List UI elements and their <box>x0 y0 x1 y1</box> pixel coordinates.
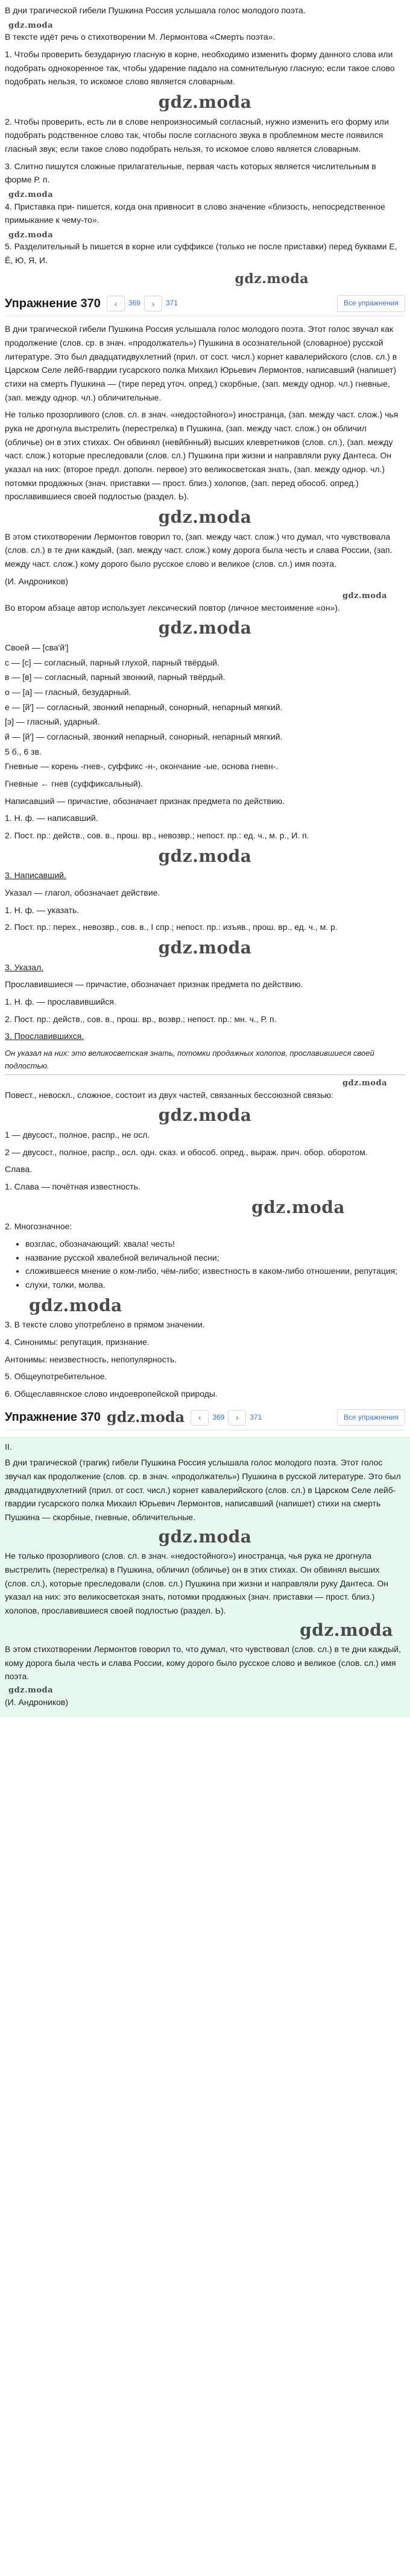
watermark: gdz.moda <box>300 1620 393 1640</box>
phonetic-row: в — [в] — согласный, парный звонкий, парный твёрдый. <box>5 672 226 682</box>
watermark: gdz.moda <box>158 938 252 958</box>
morph-word-3: Прославившиеся — причастие, обозначает признак предмета по действию. <box>5 979 303 990</box>
morph-item: 1. Н. ф. — указать. <box>5 905 80 915</box>
lexical-word: Слава. <box>5 1164 33 1174</box>
text-paragraph-1: В дни трагической гибели Пушкина Россия услышала голос молодого поэта. Этот голос звучал как продолжение (слов. ср. в знач. «продолжатель») Пушкина в оcoзнательной (словарное) русской литературе. Это был двадцатидвухлетний (прил. от сост. числ.) корнет кавалерийского (слов. сл.) в Царском Селе лейб-гвардии гусарского полка Михаил Юрьевич Лермонтов, написавший (напишет) стихи на смерть Пушкина — (тире перед уточ. опред.) скорбные, (зап. между однор. чл.) гневные, (зап. между однор. чл.) обличительные. <box>5 324 397 402</box>
all-exercises-button[interactable]: Все упражнения <box>337 1409 405 1426</box>
next-page-number[interactable]: 371 <box>165 299 178 308</box>
watermark: gdz.moda <box>8 20 54 30</box>
exercise-title: Упражнение 370 <box>5 296 101 310</box>
morph-item: 2. Пост. пр.: действ., сов. в., прош. вр., невозвр.; непост. пр.: ед. ч., м. р., И. п. <box>5 831 309 841</box>
watermark: gdz.moda <box>158 1526 252 1547</box>
prev-page-number[interactable]: 369 <box>128 299 140 308</box>
morph-word-2: Указал — глагол, обозначает действие. <box>5 888 160 898</box>
intro-topic: В тексте идёт речь о стихотворении М. Лермонтова «Смерть поэта». <box>5 32 276 42</box>
rule-1: 1. Чтобы проверить безударную гласную в корне, необходимо изменить форму данного слова или подобрать однокоренное так, чтобы ударение падало на сомнительную гласную; если такое слово подобрать нельзя, то искомое слово является словарным. <box>5 49 395 87</box>
sentence-part-2: 2 — двусост., полное, распр., осл. одн. сказ. и обособ. опред., выраж. прич. обор. оборотом. <box>5 1147 368 1157</box>
watermark: gdz.moda <box>8 190 54 199</box>
next-button[interactable] <box>228 1410 246 1426</box>
list-item: • слухи, толки, молва. <box>25 1278 405 1292</box>
phonetic-word: Своей — [сва'й'] <box>5 643 69 653</box>
exercise-nav <box>5 292 405 316</box>
lexical-item: 1. Слава — почётная известность. <box>5 1181 140 1191</box>
sentence-part-1: 1 — двусост., полное, распр., не осл. <box>5 1129 150 1140</box>
lexical-item: 6. Общеславянское слово индоевропейской природы. <box>5 1388 218 1399</box>
text-author: (И. Андроников) <box>5 576 69 586</box>
list-item: • сложившееся мнение о ком-либо, чём-либо; известность в каком-либо отношении, репутация; <box>25 1264 405 1278</box>
phonetic-row: й — [й'] — согласный, звонкий непарный, сонорный, непарный мягкий. <box>5 732 283 742</box>
watermark: gdz.moda <box>29 1295 122 1315</box>
morph-item: 2. Пост. пр.: действ., сов. в., прош. вр., возвр.; непост. пр.: мн. ч., Р. п. <box>5 1014 277 1024</box>
watermark: gdz.moda <box>158 846 252 866</box>
chevron-left-icon: ‹ <box>114 298 118 308</box>
watermark: gdz.moda <box>158 618 252 638</box>
chevron-right-icon: › <box>235 1412 239 1423</box>
lexical-item: 4. Синонимы: репутация, признание. <box>5 1336 150 1347</box>
pagination <box>191 1410 262 1426</box>
morph-item: 3. Написавший. <box>5 870 66 881</box>
morph-item: 3. Прославившихся. <box>5 1031 84 1041</box>
text-paragraph-3: В этом стихотворении Лермонтов говорил то, что думал, что чувствовал (слов. сл.) в те дни каждый, кому дорога была честь и слава России, кому дорого было русское слово и великое (слов. сл.) имя поэта. <box>5 1644 401 1682</box>
lexical-item: 5. Общеупотребительное. <box>5 1371 107 1382</box>
watermark: gdz.moda <box>235 270 309 287</box>
word-formation: Гневные ← гнев (суффиксальный). <box>5 779 144 789</box>
exercise-nav <box>5 1406 405 1430</box>
prev-button[interactable] <box>191 1410 209 1426</box>
watermark: gdz.moda <box>158 92 252 112</box>
watermark: gdz.moda <box>158 1105 252 1126</box>
text-paragraph-2: Не только прозорливого (слов. сл. в знач. «недостойного») иностранца, чья рука не дрогнула выстрелить (перестрелка) в Пушкина, обличил (обличье) он в этих стихах. Он обвинял высших (слов. сл.), которые преследовали (слов. сл.) Пушкина при жизни и направляли руку Дантеса. Он указал на них: это великосветская знать, потомки продажных (знач. приставки — прост. близ.) холопов, прославившиеся своей подлостью (раздел. Ь). <box>5 1551 389 1615</box>
text-paragraph-3: В этом стихотворении Лермонтов говорил то, (зап. между част. слож.) что думал, что чувствовала (слов. сл.) в те дни каждый, (зап. между част. слож.) кому дорога была честь и слава России, (зап. между част. слож.) кому дорого было русское слово и великое (слов. сл.) имя поэта. <box>5 531 393 569</box>
exercise-title: Упражнение 370 <box>5 1411 101 1424</box>
lexical-item: 3. В тексте слово употреблено в прямом значении. <box>5 1320 205 1330</box>
prev-page-number[interactable]: 369 <box>212 1412 225 1421</box>
morph-item: 1. Н. ф. — написавший. <box>5 813 98 823</box>
sentence-parse: Он указал на них: это великосветская знать, потомки продажных холопов, прославившиеся своей подлостью. <box>5 1047 405 1075</box>
phonetic-row: с — [с] — согласный, парный глухой, парный твёрдый. <box>5 657 219 667</box>
phonetic-row: о — [а] — гласный, безударный. <box>5 687 131 697</box>
chevron-right-icon: › <box>151 298 155 308</box>
rule-4: 4. Приставка при- пишется, когда она привносит в слово значение «близость, непосредственное примыкание к чему-то». <box>5 201 385 225</box>
lexical-item: Антонимы: неизвестность, непопулярность. <box>5 1354 177 1364</box>
morph-word-1: Написавший — причастие, обозначает признак предмета по действию. <box>5 796 285 806</box>
text-paragraph-2: Не только прозорливого (слов. сл. в знач. «недостойного») иностранца, (зап. между част. слож.) чья рука не дрогнула выстрелить (перестрелка) в Пушкина, (зап. между част. слож.) он обличил (обличье) он в этих стихах. Он обвинял (невйбнный) высших клевретников (слов. сл.), (зап. между част. слож.) которые преследовали (слов. сл.) Пушкина при жизни и направляли руку Дантеса. Он указал на них: (второе предл. дополн. первое) это великосветская знать, (зап. между однор. чл.) потомки продажных (знач. приставки — прост. близ.) холопов, (зап. перед обособ. опред.) прославившиеся своей подлостью (раздел. Ь). <box>5 410 399 502</box>
list-item: • название русской хвалебной величальной песни; <box>25 1251 405 1265</box>
watermark: gdz.moda <box>342 1079 387 1088</box>
prev-button[interactable] <box>107 296 125 311</box>
phonetic-row: [э] — гласный, ударный. <box>5 717 100 727</box>
lexical-item: 2. Многозначное: <box>5 1221 72 1232</box>
pagination <box>107 296 178 311</box>
text-paragraph-1: В дни трагической (трагик) гибели Пушкина Россия услышала голос молодого поэта. Этот голос звучал как продолжение (слов. ср. в знач. «продолжатель») Пушкина в русской литературе. Это был двадцатидвухлетний (прил. от сост. числ.) корнет кавалерийского (слов. сл.) в Царском Селе лейб-гвардии гусарского полка Михаил Юрьевич Лермонтов, написавший (напишет) стихи на смерть Пушкина — скорбные, гневные, обличительные. <box>5 1458 401 1522</box>
rule-2: 2. Чтобы проверить, есть ли в слове непроизносимый согласный, нужно изменить его форму или подобрать родственное слово так, чтобы после согласного звука в проблемном месте появился гласный звук; если такое слово подобрать нельзя, то искомое слово является словарным. <box>5 116 389 154</box>
rule-3: 3. Слитно пишутся сложные прилагательные, первая часть которых является числительным в форме Р. п. <box>5 161 376 185</box>
intro-line: В дни трагической гибели Пушкина Россия услышала голос молодого поэта. <box>5 5 306 15</box>
watermark: gdz.moda <box>8 1686 54 1695</box>
morph-item: 2. Пост. пр.: перех., невозвр., сов. в., I спр.; непост. пр.: изъяв., прош. вр., ед. ч., м. р. <box>5 922 338 932</box>
morphemic-analysis: Гневные — корень -гнев-, суффикс -н-, окончание -ые, основа гневн-. <box>5 761 279 772</box>
section-numeral: II. <box>5 1441 12 1452</box>
all-exercises-button[interactable]: Все упражнения <box>337 295 405 311</box>
next-button[interactable] <box>144 296 162 311</box>
phonetic-count: 5 б., 6 зв. <box>5 746 42 756</box>
morph-item: 3. Указал. <box>5 962 44 972</box>
watermark: gdz.moda <box>8 230 54 240</box>
rule-5: 5. Разделительный Ь пишется в корне или суффиксе (только не после приставки) перед буквами Е, Ё, Ю, Я, И. <box>5 242 397 266</box>
watermark: gdz.moda <box>251 1197 345 1217</box>
morph-item: 1. Н. ф. — прославившийся. <box>5 997 116 1006</box>
meanings-list <box>5 1237 405 1292</box>
text-author: (И. Андроников) <box>5 1697 69 1707</box>
list-item: • возглас, обозначающий: хвала! честь! <box>25 1237 405 1251</box>
repetition-note: Во втором абзаце автор использует лексический повтор (личное местоимение «он»). <box>5 602 340 613</box>
watermark: gdz.moda <box>106 1408 185 1426</box>
phonetic-row: е — [й'] — согласный, звонкий непарный, сонорный, непарный мягкий. <box>5 702 283 712</box>
sentence-analysis: Повест., невоскл., сложное, состоит из двух частей, связанных бессоюзной связью: <box>5 1090 333 1100</box>
watermark: gdz.moda <box>158 507 252 527</box>
chevron-left-icon: ‹ <box>198 1412 201 1423</box>
alternate-answer <box>0 1436 410 1718</box>
watermark: gdz.moda <box>342 591 387 601</box>
next-page-number[interactable]: 371 <box>250 1412 262 1421</box>
